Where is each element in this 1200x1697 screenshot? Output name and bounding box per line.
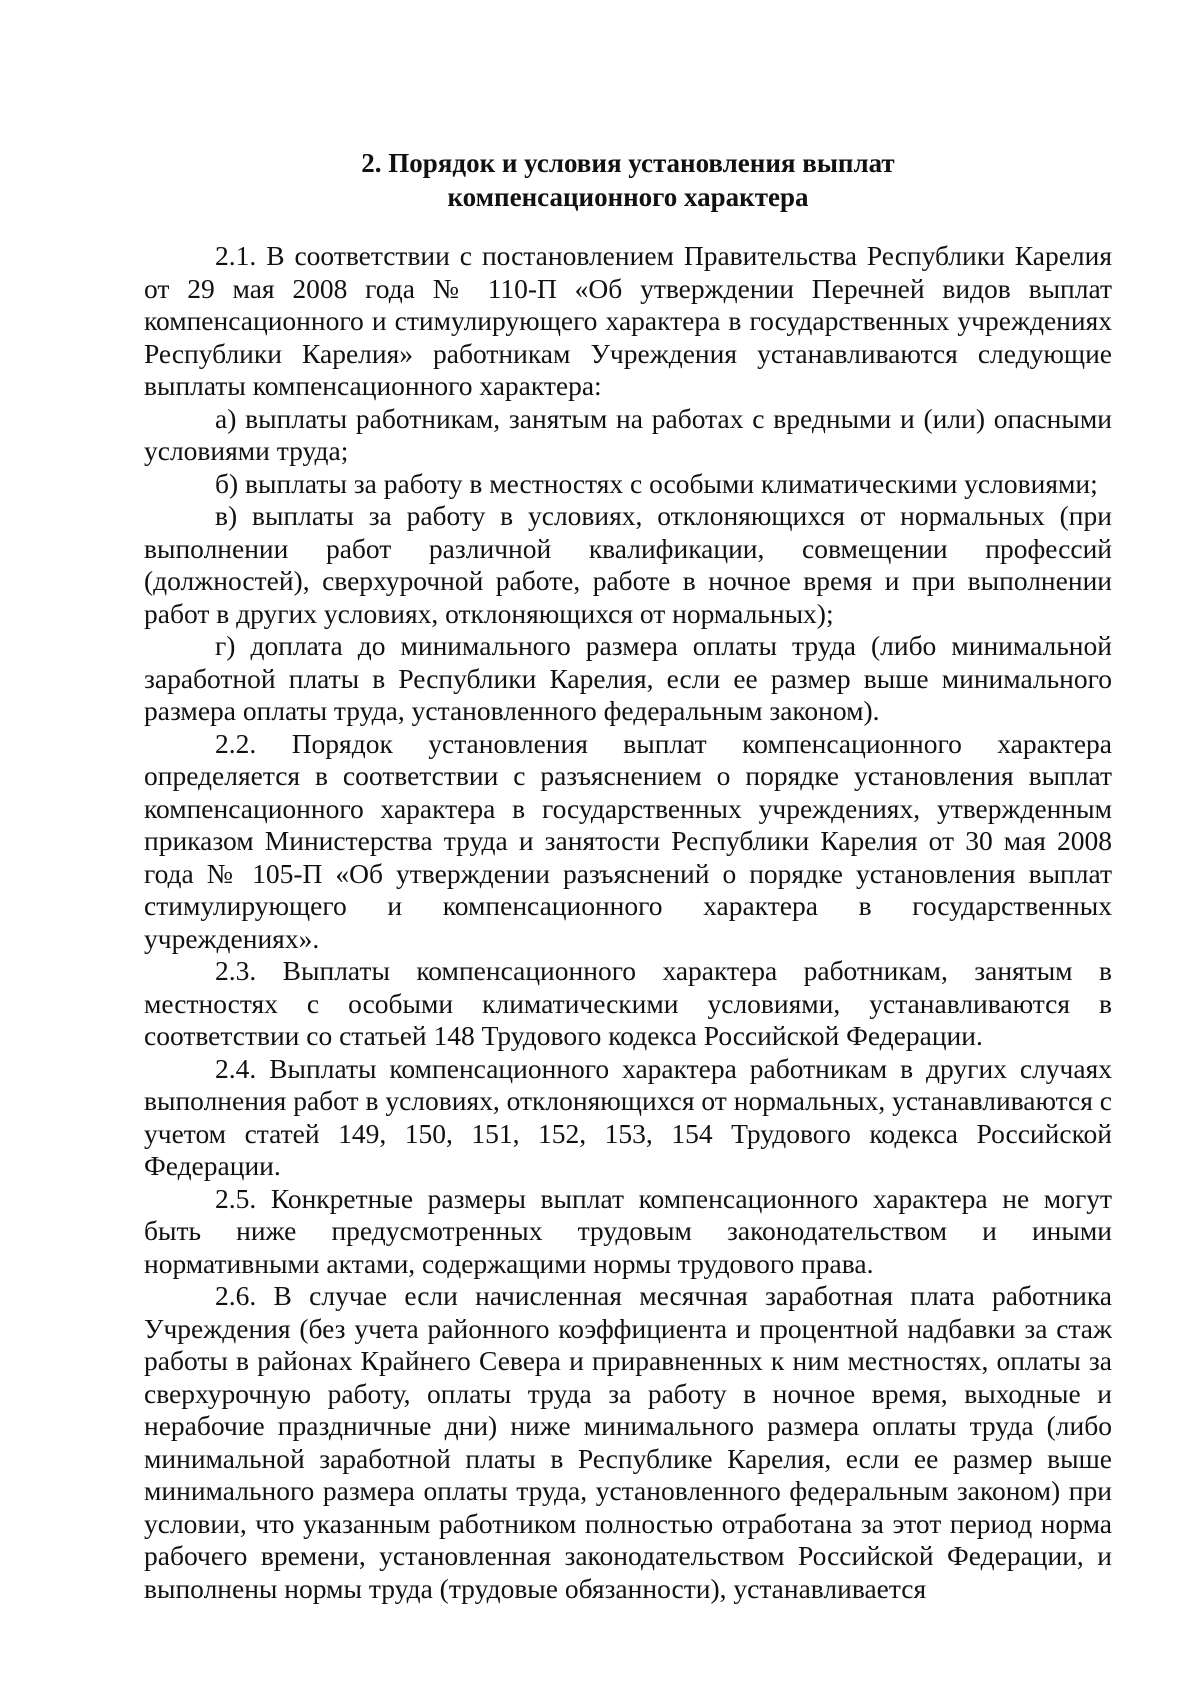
section-text	[144, 240, 1112, 1605]
paragraph-2-1-v: в) выплаты за работу в условиях, отклоняющихся от нормальных (при выполнении работ различной квалификации, совмещении профессий (должностей), сверхурочной работе, работе в ночное время и при выполнении работ в других условиях, отклоняющихся от нормальных);	[144, 500, 1112, 629]
paragraph-2-5: 2.5. Конкретные размеры выплат компенсационного характера не могут быть ниже предусмотренных трудовым законодательством и иными нормативными актами, содержащими нормы трудового права.	[144, 1182, 1112, 1279]
section-title	[144, 146, 1112, 214]
paragraph-2-3: 2.3. Выплаты компенсационного характера работникам, занятым в местностях с особыми климатическими условиями, устанавливаются в соответствии со статьей 148 Трудового кодекса Российской Федерации.	[144, 955, 1112, 1051]
paragraph-2-1: 2.1. В соответствии с постановлением Правительства Республики Карелия от 29 мая 2008 года № 110-П «Об утверждении Перечней видов выплат компенсационного и стимулирующего характера в государственных учреждениях Республики Карелия» работникам Учреждения устанавливаются следующие выплаты компенсационного характера:	[144, 240, 1112, 401]
paragraph-2-1-b: б) выплаты за работу в местностях с особыми климатическими условиями;	[215, 467, 1098, 499]
paragraph-2-4: 2.4. Выплаты компенсационного характера работникам в других случаях выполнения работ в условиях, отклоняющихся от нормальных, устанавливаются с учетом статей 149, 150, 151, 152, 153, 154 Трудового кодекса Российской Федерации.	[144, 1052, 1112, 1181]
paragraph-2-1-a: а) выплаты работникам, занятым на работах с вредными и (или) опасными условиями труда;	[144, 402, 1112, 466]
section-title-line-1: 2. Порядок и условия установления выплат	[361, 148, 895, 178]
paragraph-2-6: 2.6. В случае если начисленная месячная заработная плата работника Учреждения (без учета районного коэффициента и процентной надбавки за стаж работы в районах Крайнего Севера и приравненных к ним местностях, оплаты за сверхурочную работу, оплаты труда за работу в ночное время, выходные и нерабочие праздничные дни) ниже минимального размера оплаты труда (либо минимальной заработной платы в Республике Карелия, если ее размер выше минимального размера оплаты труда, установленного федеральным законом) при условии, что указанным работником полностью отработана за этот период норма рабочего времени, установленная законодательством Российской Федерации, и выполнены нормы труда (трудовые обязанности), устанавливается	[144, 1280, 1112, 1604]
section-title-line-2: компенсационного характера	[447, 182, 809, 212]
paragraph-2-1-g: г) доплата до минимального размера оплаты труда (либо минимальной заработной платы в Республики Карелия, если ее размер выше минимального размера оплаты труда, установленного федеральным законом).	[144, 630, 1112, 726]
document-body	[144, 146, 1112, 1605]
paragraph-2-2: 2.2. Порядок установления выплат компенсационного характера определяется в соответствии с разъяснением о порядке установления выплат компенсационного характера в государственных учреждениях, утвержденным приказом Министерства труда и занятости Республики Карелия от 30 мая 2008 года № 105-П «Об утверждении разъяснений о порядке установления выплат стимулирующего и компенсационного характера в государственных учреждениях».	[144, 727, 1112, 954]
